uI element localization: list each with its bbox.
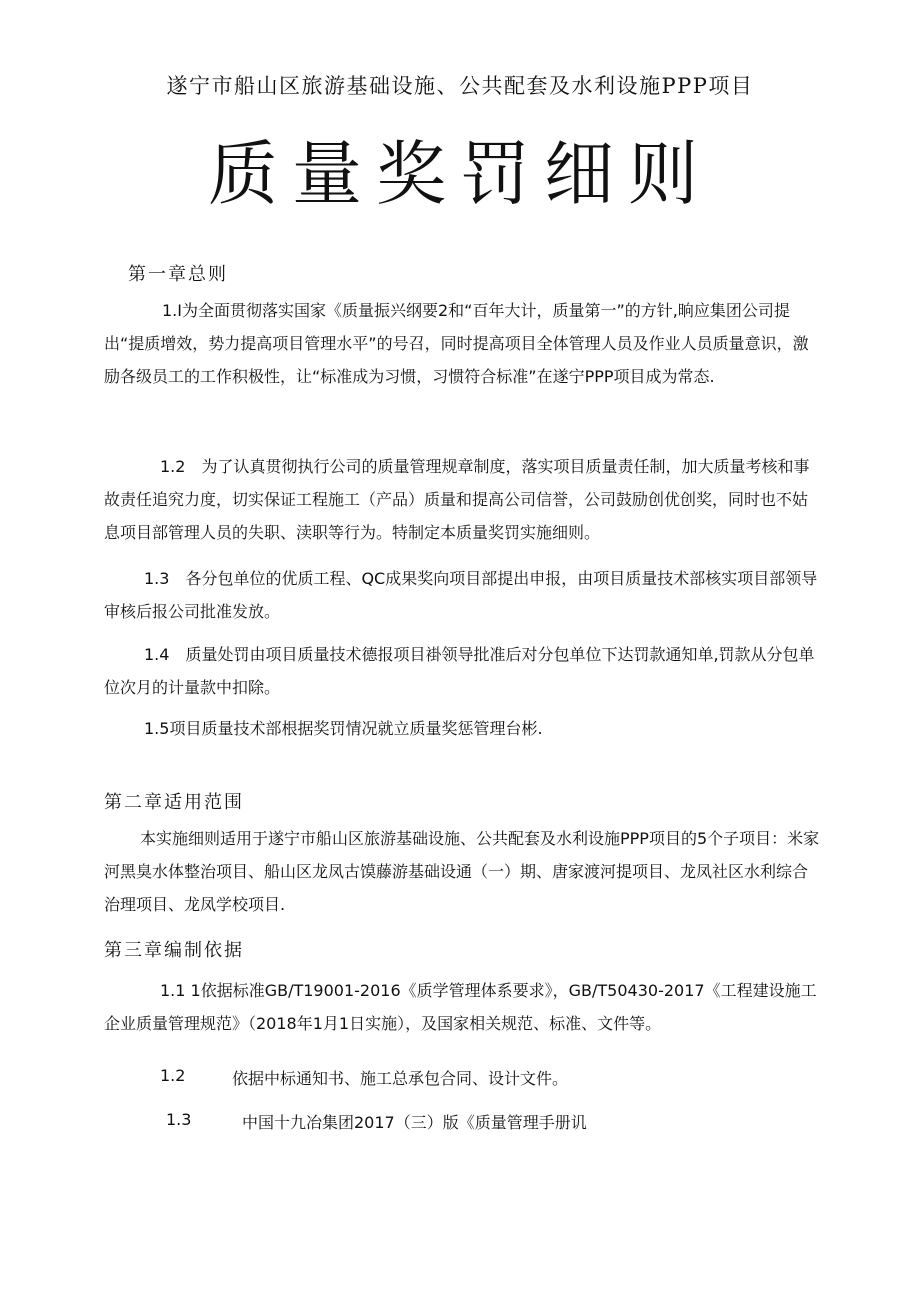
chapter-1-paragraph-4: 1.4 质量处罚由项目质量技术德报项目褂领导批准后对分包单位下达罚款通知单,罚款从分包单位次月的计量款中扣除。 [104, 645, 815, 697]
project-subtitle: 遂宁市船山区旅游基础设施、公共配套及水利设施PPP项目 [166, 74, 754, 98]
chapter-3-item-3-text: 中国十九冶集团2017（三）版《质量管理手册讥 [242, 1113, 587, 1132]
document-title: 质量奖罚细则 [208, 133, 712, 215]
chapter-3-item-2-text: 依据中标通知书、施工总承包合同、设计文件。 [232, 1069, 569, 1088]
chapter-1-paragraph-2: 1.2 为了认真贯彻执行公司的质量管理规章制度，落实项目质量责任制，加大质量考核和事故责任追究力度，切实保证工程施工（产品）质量和提高公司信誉，公司鼓励创优创奖，同时也不姑息项目部管理人员的失职、渎职等行为。特制定本质量奖罚实施细则。 [104, 457, 810, 542]
chapter-3-item-3-number: 1.3 [166, 1110, 192, 1129]
chapter-2-heading: 第二章适用范围 [104, 792, 244, 813]
chapter-1-paragraph-1: 1.I为全面贯彻落实国家《质量振兴纲要2和“百年大计，质量第一”的方针,晌应集团公司提出“提质增效，势力提高项目管理水平”的号召，同时提高项目全体管理人员及作业人员质量意识，激励各级员工的工作积极性，让“标准成为习惯，习惯符合标准”在遂宁PPP项目成为常态. [104, 301, 809, 386]
chapter-3-item-2-number: 1.2 [160, 1066, 186, 1085]
chapter-2-paragraph-1: 本实施细则适用于遂宁市船山区旅游基础设施、公共配套及水利设施PPP项目的5个子项目：米家河黑臭水体整治项目、船山区龙凤古馍藤游基础设通（一）期、唐家渡河提项目、龙凤社区水利综合治理项目、龙凤学校项目. [104, 829, 820, 914]
chapter-1-heading: 第一章总则 [128, 264, 228, 285]
chapter-1-paragraph-5: 1.5项目质量技术部根据奖罚情况就立质量奖惩管理台彬. [144, 719, 543, 738]
chapter-3-heading: 第三章编制依据 [104, 940, 244, 961]
chapter-1-paragraph-3: 1.3 各分包单位的优质工程、QC成果奖向项目部提出申报，由项目质量技术部核实项目部领导审核后报公司批准发放。 [104, 569, 818, 621]
chapter-3-paragraph-1: 1.1 1依据标准GB/T19001-2016《质学管理体系要求》，GB/T50430-2017《工程建设施工企业质量管理规范》（2018年1月1日实施），及国家相关规范、标准、文件等。 [104, 981, 817, 1033]
